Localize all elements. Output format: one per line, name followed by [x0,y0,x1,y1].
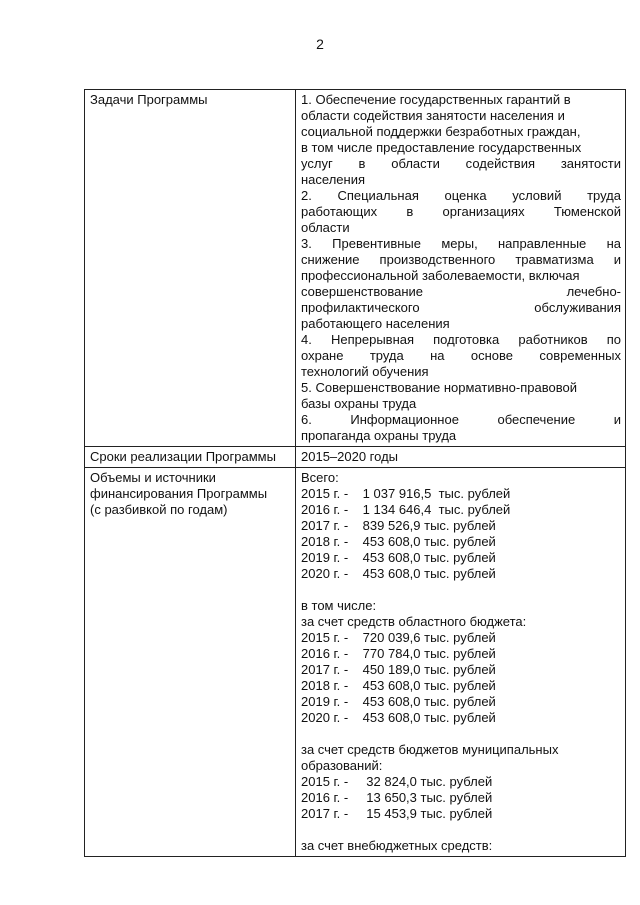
regional-line: 2018 г. - 453 608,0 тыс. рублей [301,678,496,693]
task-line: пропаганда охраны труда [301,428,457,443]
task-line: 6. Информационное обеспечение и [301,412,621,427]
deadlines-value: 2015–2020 годы [296,447,626,468]
total-line: 2016 г. - 1 134 646,4 тыс. рублей [301,502,511,517]
task-line: технологий обучения [301,364,429,379]
task-line: профилактического обслуживания [301,300,621,315]
municipal-line: 2015 г. - 32 824,0 тыс. рублей [301,774,493,789]
tasks-row [85,90,626,447]
regional-header: за счет средств областного бюджета: [301,614,527,629]
spacer [301,726,621,742]
municipal-line: 2016 г. - 13 650,3 тыс. рублей [301,790,493,805]
deadlines-label: Сроки реализации Программы [85,447,296,468]
task-line: 3. Превентивные меры, направленные на [301,236,621,251]
including-label: в том числе: [301,598,377,613]
financing-label-line: Объемы и источники [90,470,216,485]
task-line: в том числе предоставление государственных [301,140,582,155]
task-line: 1. Обеспечение государственных гарантий в [301,92,571,107]
task-line: работающего населения [301,316,450,331]
spacer [301,822,621,838]
municipal-header: за счет средств бюджетов муниципальных [301,742,559,757]
regional-line: 2019 г. - 453 608,0 тыс. рублей [301,694,496,709]
municipal-header: образований: [301,758,383,773]
task-line: совершенствование лечебно- [301,284,621,299]
tasks-label: Задачи Программы [85,90,296,447]
task-line: области [301,220,350,235]
task-line: снижение производственного травматизма и [301,252,621,267]
task-line: базы охраны труда [301,396,417,411]
spacer [301,582,621,598]
total-line: 2019 г. - 453 608,0 тыс. рублей [301,550,496,565]
deadlines-row [85,447,626,468]
program-passport-table [84,89,626,857]
financing-label-line: (с разбивкой по годам) [90,502,228,517]
total-line: 2020 г. - 453 608,0 тыс. рублей [301,566,496,581]
task-line: населения [301,172,366,187]
task-line: профессиональной заболеваемости, включая [301,268,580,283]
task-line: охране труда на основе современных [301,348,621,363]
municipal-line: 2017 г. - 15 453,9 тыс. рублей [301,806,493,821]
task-line: 5. Совершенствование нормативно-правовой [301,380,577,395]
regional-line: 2020 г. - 453 608,0 тыс. рублей [301,710,496,725]
tasks-value [296,90,626,447]
financing-value [296,468,626,857]
total-line: 2015 г. - 1 037 916,5 тыс. рублей [301,486,511,501]
task-line: социальной поддержки безработных граждан, [301,124,581,139]
task-line: работающих в организациях Тюменской [301,204,621,219]
total-line: 2018 г. - 453 608,0 тыс. рублей [301,534,496,549]
task-line: 4. Непрерывная подготовка работников по [301,332,621,347]
financing-row [85,468,626,857]
regional-line: 2016 г. - 770 784,0 тыс. рублей [301,646,496,661]
total-header: Всего: [301,470,339,485]
total-line: 2017 г. - 839 526,9 тыс. рублей [301,518,496,533]
task-line: услуг в области содействия занятости [301,156,621,171]
financing-label-line: финансирования Программы [90,486,268,501]
financing-label [85,468,296,857]
page-number: 2 [316,36,324,52]
task-line: 2. Специальная оценка условий труда [301,188,621,203]
regional-line: 2015 г. - 720 039,6 тыс. рублей [301,630,496,645]
regional-line: 2017 г. - 450 189,0 тыс. рублей [301,662,496,677]
task-line: области содействия занятости населения и [301,108,565,123]
extrabudget-header: за счет внебюджетных средств: [301,838,493,853]
